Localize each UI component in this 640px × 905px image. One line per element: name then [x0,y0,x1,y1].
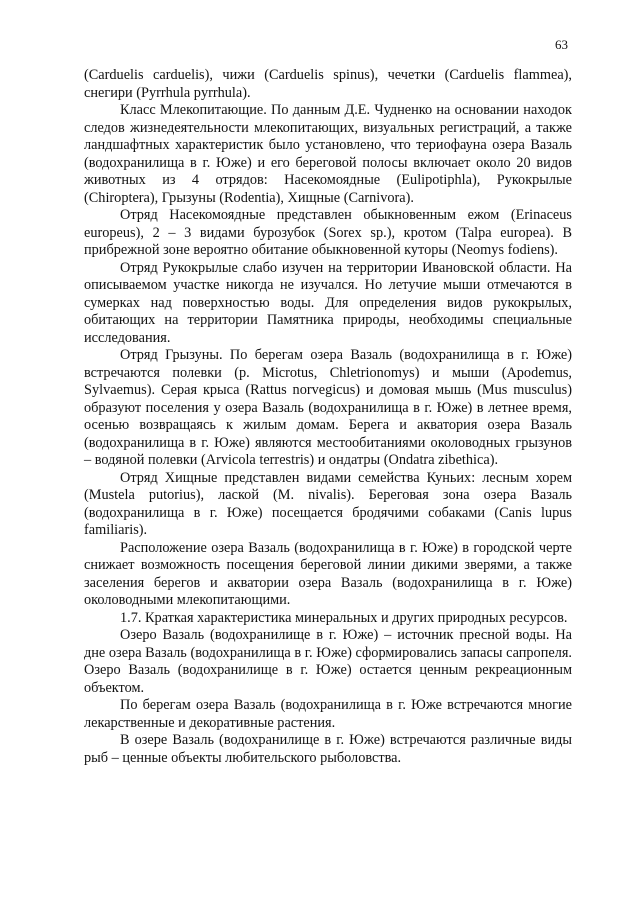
paragraph: (Carduelis carduelis), чижи (Carduelis spinus), чечетки (Carduelis flammea), снегири (Pyrrhula pyrrhula). [84,67,572,101]
paragraph: Расположение озера Вазаль (водохранилища в г. Юже) в городской черте снижает возможность посещения береговой линии дикими зверями, а также заселения берегов и акватории озера Вазаль (водохранилища в г. Юже) околоводными млекопитающими. [84,539,572,608]
paragraph: Озеро Вазаль (водохранилище в г. Юже) – источник пресной воды. На дне озера Вазаль (водохранилища в г. Юже) сформировались запасы сапропеля. Озеро Вазаль (водохранилище в г. Юже) остается ценным рекреационным объектом. [84,627,572,696]
body-text [84,67,572,767]
paragraph: В озере Вазаль (водохранилище в г. Юже) встречаются различные виды рыб – ценные объекты любительского рыболовства. [84,732,572,766]
page-number: 63 [555,37,568,52]
paragraph: Отряд Насекомоядные представлен обыкновенным ежом (Erinaceus europeus), 2 – 3 видами бурозубок (Sorex sp.), кротом (Talpa europea). В прибрежной зоне вероятно обитание обыкновенной куторы (Neomys fodiens). [84,207,572,258]
paragraph: Класс Млекопитающие. По данным Д.Е. Чудненко на основании находок следов жизнедеятельности млекопитающих, визуальных регистраций, а также ландшафтных характеристик было установлено, что териофауна озера Вазаль (водохранилища в г. Юже) и его береговой полосы включает около 20 видов животных из 4 отрядов: Насекомоядные (Eulipotiphla), Рукокрылые (Chiroptera), Грызуны (Rodentia), Хищные (Carnivora). [84,102,572,206]
section-heading: 1.7. Краткая характеристика минеральных и других природных ресурсов. [120,609,568,626]
paragraph: Отряд Рукокрылые слабо изучен на территории Ивановской области. На описываемом участке никогда не изучался. Но летучие мыши отмечаются в сумерках над поверхностью воды. Для определения видов рукокрылых, обитающих на территории Памятника природы, необходимы специальные исследования. [84,259,572,346]
paragraph: По берегам озера Вазаль (водохранилища в г. Юже встречаются многие лекарственные и декоративные растения. [84,697,572,731]
paragraph: Отряд Хищные представлен видами семейства Куньих: лесным хорем (Mustela putorius), лаской (M. nivalis). Береговая зона озера Вазаль (водохранилища в г. Юже) посещается бродячими собаками (Canis lupus familiaris). [84,469,572,538]
paragraph: Отряд Грызуны. По берегам озера Вазаль (водохранилища в г. Юже) встречаются полевки (p. Microtus, Chletrionomys) и мыши (Apodemus, Sylvaemus). Серая крыса (Rattus norvegicus) и домовая мышь (Mus musculus) образуют поселения у озера Вазаль (водохранилища в г. Юже) в летнее время, осенью возвращаясь к жилым домам. Берега и акватория озера Вазаль (водохранилища в г. Юже) являются местообитаниями околоводных грызунов – водяной полевки (Arvicola terrestris) и ондатры (Ondatra zibethica). [84,347,572,468]
